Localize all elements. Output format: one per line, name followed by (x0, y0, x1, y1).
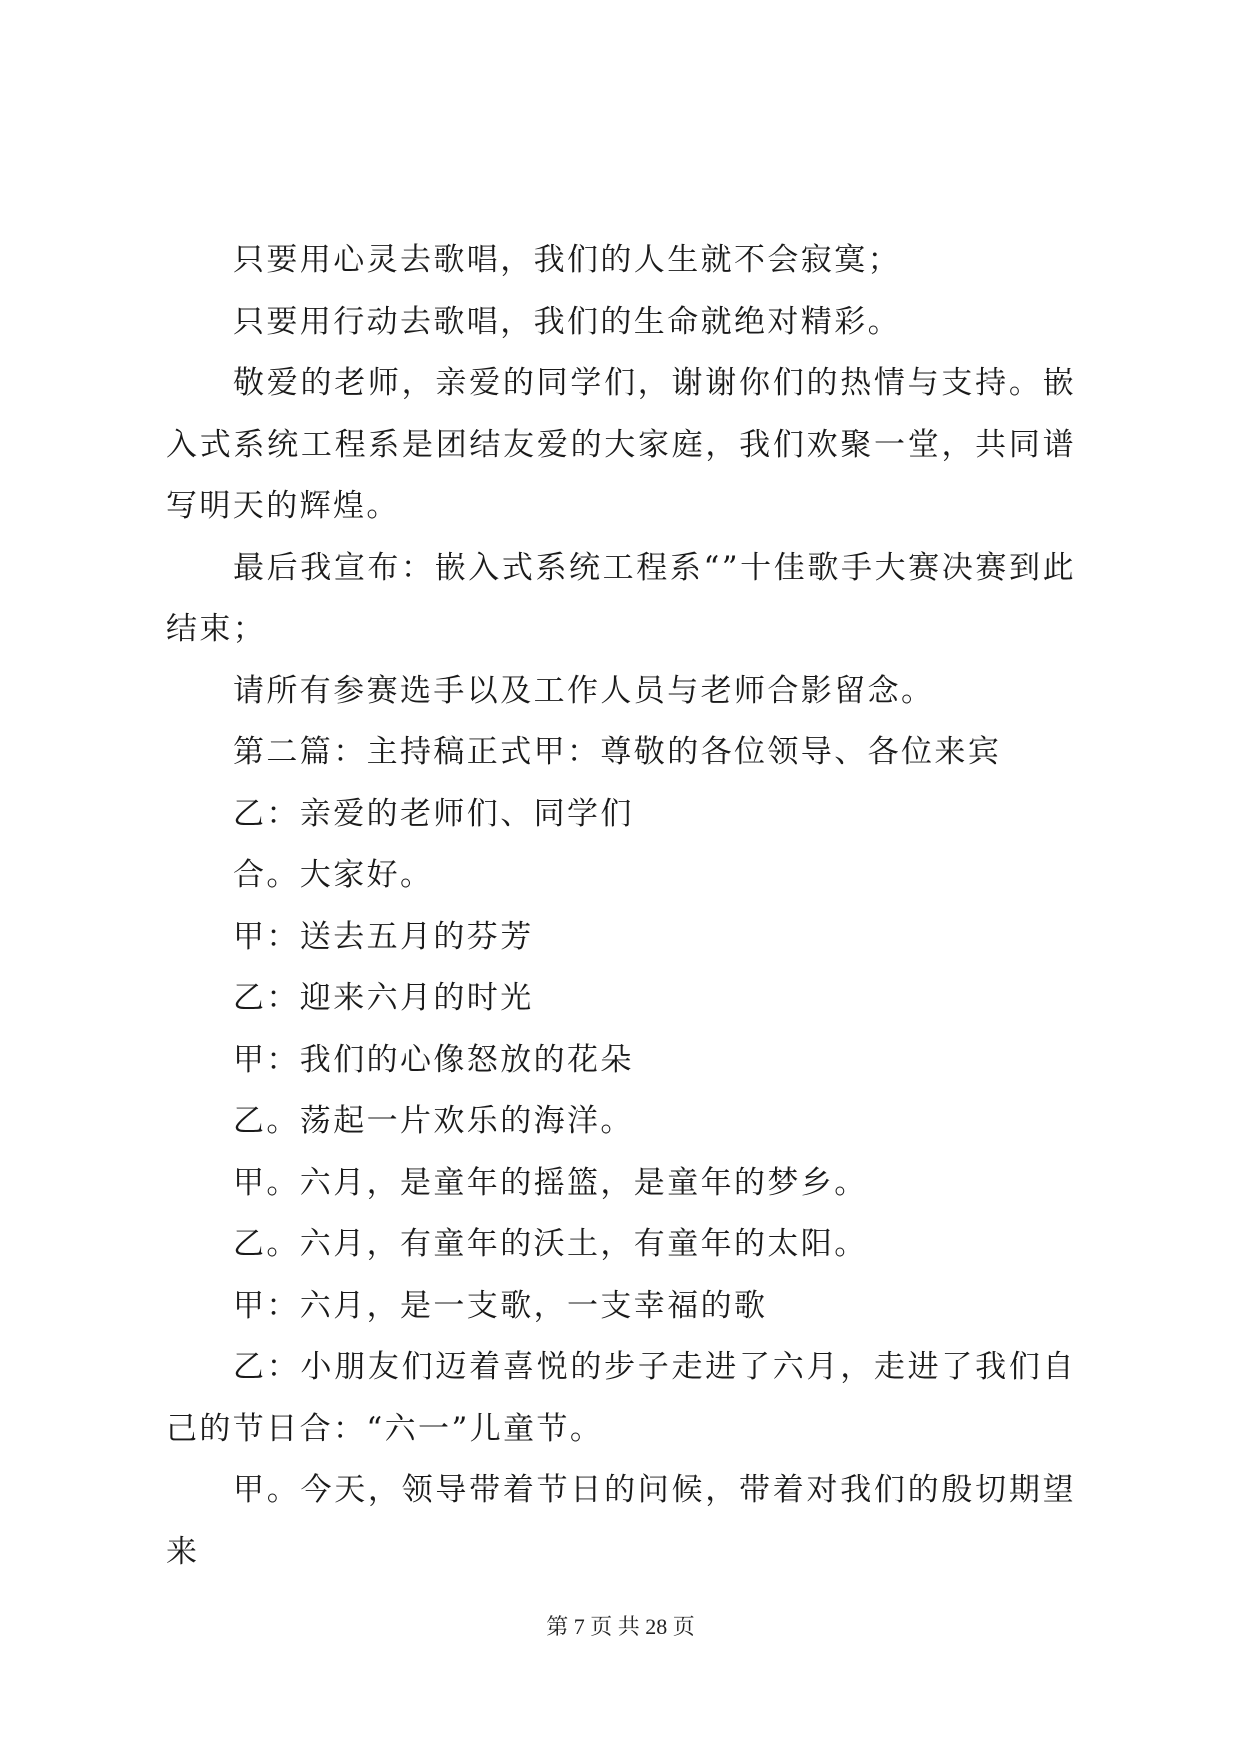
page-number-footer: 第 7 页 共 28 页 (546, 1614, 695, 1639)
paragraph: 甲：六月，是一支歌，一支幸福的歌 (233, 1287, 768, 1324)
paragraph: 合。大家好。 (233, 857, 434, 893)
paragraph: 乙。荡起一片欢乐的海洋。 (233, 1103, 634, 1139)
paragraph: 乙：小朋友们迈着喜悦的步子走进了六月，走进了我们自己的节日合：“六一”儿童节。 (166, 1349, 1076, 1447)
paragraph: 乙：迎来六月的时光 (233, 980, 534, 1016)
paragraph: 甲。今天，领导带着节日的问候，带着对我们的殷切期望来 (166, 1472, 1076, 1570)
paragraph: 只要用行动去歌唱，我们的生命就绝对精彩。 (233, 303, 901, 340)
document-body (166, 230, 1076, 1583)
paragraph: 敬爱的老师，亲爱的同学们，谢谢你们的热情与支持。嵌入式系统工程系是团结友爱的大家庭，我们欢聚一堂，共同谱写明天的辉煌。 (166, 365, 1076, 524)
paragraph: 乙。六月，有童年的沃土，有童年的太阳。 (233, 1226, 868, 1262)
paragraph: 最后我宣布：嵌入式系统工程系“”十佳歌手大赛决赛到此结束； (166, 549, 1076, 647)
paragraph: 请所有参赛选手以及工作人员与老师合影留念。 (233, 672, 935, 709)
paragraph: 第二篇：主持稿正式甲：尊敬的各位领导、各位来宾 (233, 734, 1002, 770)
paragraph: 甲：我们的心像怒放的花朵 (233, 1041, 634, 1078)
paragraph: 只要用心灵去歌唱，我们的人生就不会寂寞； (233, 242, 901, 278)
paragraph: 甲。六月，是童年的摇篮，是童年的梦乡。 (233, 1164, 868, 1201)
paragraph: 甲：送去五月的芬芳 (233, 918, 534, 955)
paragraph: 乙：亲爱的老师们、同学们 (233, 795, 634, 832)
